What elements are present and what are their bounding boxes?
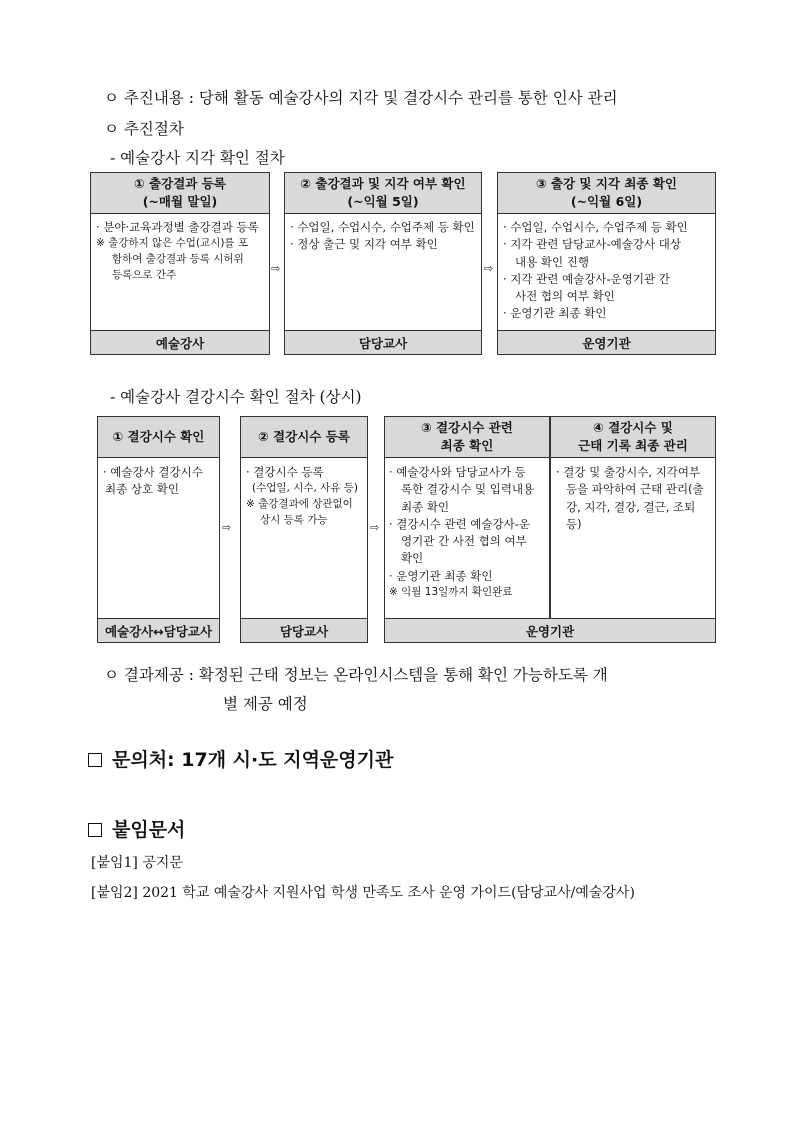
late-check-title: - 예술강사 지각 확인 절차 — [110, 149, 285, 167]
late-step-1-footer: 예술강사 — [90, 330, 270, 355]
list-item: · 결강 및 출강시수, 지각여부 — [556, 465, 701, 479]
late-step-2-footer: 담당교사 — [284, 330, 482, 355]
absence-step-4-header — [550, 416, 716, 458]
list-item: · 예술강사 결강시수 — [103, 465, 203, 479]
contact-text: 문의처: 17개 시·도 지역운영기관 — [112, 749, 394, 771]
intro-procedure-line: ㅇ 추진절차 — [104, 120, 184, 138]
checkbox-square-icon — [88, 753, 102, 767]
attachments-title: 붙임문서 — [112, 819, 186, 841]
late-step-1-title: ① 출강결과 등록 — [134, 175, 226, 191]
intro-content-line: ㅇ 추진내용 : 당해 활동 예술강사의 지각 및 결강시수 관리를 통한 인사 관리 — [104, 89, 618, 107]
list-item: · 수업일, 수업시수, 수업주제 등 확인 — [290, 220, 475, 234]
absence-step-1-footer: 예술강사↔담당교사 — [97, 618, 220, 643]
list-item: · 분야·교육과정별 출강결과 등록 — [96, 220, 259, 234]
absence-step-3-subtitle: 최종 확인 — [440, 438, 494, 453]
list-item-cont: (수업일, 시수, 사유 등) — [252, 482, 359, 495]
contact-heading — [88, 745, 393, 772]
list-item-cont: 내용 확인 진행 — [515, 254, 589, 269]
list-item: · 지각 관련 예술강사-운영기관 간 — [503, 271, 670, 286]
arrow-right-icon: ⇨ — [222, 521, 232, 534]
absence-step-2-body — [246, 464, 368, 529]
absence-step-2-header: ② 결강시수 등록 — [240, 416, 368, 458]
absence-step-4-title: ④ 결강시수 및 — [593, 419, 673, 435]
late-step-3-header — [497, 172, 716, 214]
note-text: ※ 익월 13일까지 확인완료 — [389, 585, 513, 598]
late-step-1-period: (~매월 말일) — [142, 194, 218, 209]
list-item-cont: 사전 협의 여부 확인 — [515, 289, 615, 303]
checkbox-square-icon — [88, 823, 102, 837]
list-item-cont: 최종 확인 — [401, 499, 450, 514]
late-step-2-header — [284, 172, 482, 214]
list-item: · 예술강사와 담당교사가 등 — [389, 465, 526, 479]
arrow-right-icon: ⇨ — [370, 521, 380, 534]
late-step-2-title: ② 출강결과 및 지각 여부 확인 — [300, 175, 466, 191]
absence-step-1-body — [103, 464, 219, 499]
late-step-1-body — [96, 219, 268, 284]
late-step-1-header — [90, 172, 270, 214]
list-item-cont: 최종 상호 확인 — [105, 482, 179, 497]
late-step-2-period: (~익월 5일) — [347, 194, 419, 209]
absence-step-3-body — [389, 464, 549, 601]
list-item: · 결강시수 등록 — [246, 465, 324, 479]
late-step-3-title: ③ 출강 및 지각 최종 확인 — [535, 175, 678, 191]
absence-shared-footer: 운영기관 — [384, 618, 716, 643]
note-text: ※ 출강결과에 상관없이 — [246, 498, 353, 510]
note-text: 등록으로 간주 — [112, 268, 177, 281]
note-text: 함하여 출강결과 등록 시허위 — [112, 253, 244, 265]
list-item-cont: 확인 — [401, 551, 424, 566]
list-item: · 정상 출근 및 지각 여부 확인 — [290, 237, 438, 252]
late-step-3-body — [503, 219, 714, 323]
absence-step-3-title: ③ 결강시수 관련 — [421, 419, 513, 435]
absence-step-4-body — [556, 464, 714, 533]
absence-step-2-footer: 담당교사 — [240, 618, 368, 643]
list-item: · 운영기관 최종 확인 — [503, 306, 607, 321]
absence-step-4-subtitle: 근태 기록 최종 관리 — [578, 438, 688, 453]
late-step-2-body — [290, 219, 480, 254]
list-item: · 지각 관련 담당교사-예술강사 대상 — [503, 237, 681, 252]
attachments-heading — [88, 815, 185, 842]
list-item: · 운영기관 최종 확인 — [389, 568, 493, 583]
arrow-right-icon: ⇨ — [484, 262, 494, 275]
attachment-item-2: [붙임2] 2021 학교 예술강사 지원사업 학생 만족도 조사 운영 가이드(담당교사/예술강사) — [91, 885, 635, 901]
absence-step-3-header — [384, 416, 550, 458]
note-text: 상시 등록 가능 — [260, 513, 328, 526]
list-item-cont: 등을 파악하여 근태 관리(출 — [566, 482, 704, 497]
absence-step-1-header: ① 결강시수 확인 — [97, 416, 220, 458]
attachment-item-1: [붙임1] 공지문 — [91, 855, 183, 871]
list-item-cont: 영기관 간 사전 협의 여부 — [401, 534, 527, 548]
list-item: · 수업일, 수업시수, 수업주제 등 확인 — [503, 220, 688, 234]
arrow-right-icon: ⇨ — [271, 262, 281, 275]
absence-check-title: - 예술강사 결강시수 확인 절차 (상시) — [110, 388, 362, 406]
late-step-3-footer: 운영기관 — [497, 330, 716, 355]
list-item: · 결강시수 관련 예술강사-운 — [389, 516, 530, 531]
list-item-cont: 록한 결강시수 및 입력내용 — [401, 482, 535, 497]
list-item-cont: 강, 지각, 결강, 결근, 조퇴 등) — [566, 499, 696, 531]
result-line: ㅇ 결과제공 : 확정된 근태 정보는 온라인시스템을 통해 확인 가능하도록 개 — [104, 666, 608, 684]
late-step-3-period: (~익월 6일) — [570, 194, 643, 209]
result-line-cont: 별 제공 예정 — [223, 695, 308, 713]
note-text: ※ 출강하지 않은 수업(교시)를 포 — [96, 237, 249, 250]
